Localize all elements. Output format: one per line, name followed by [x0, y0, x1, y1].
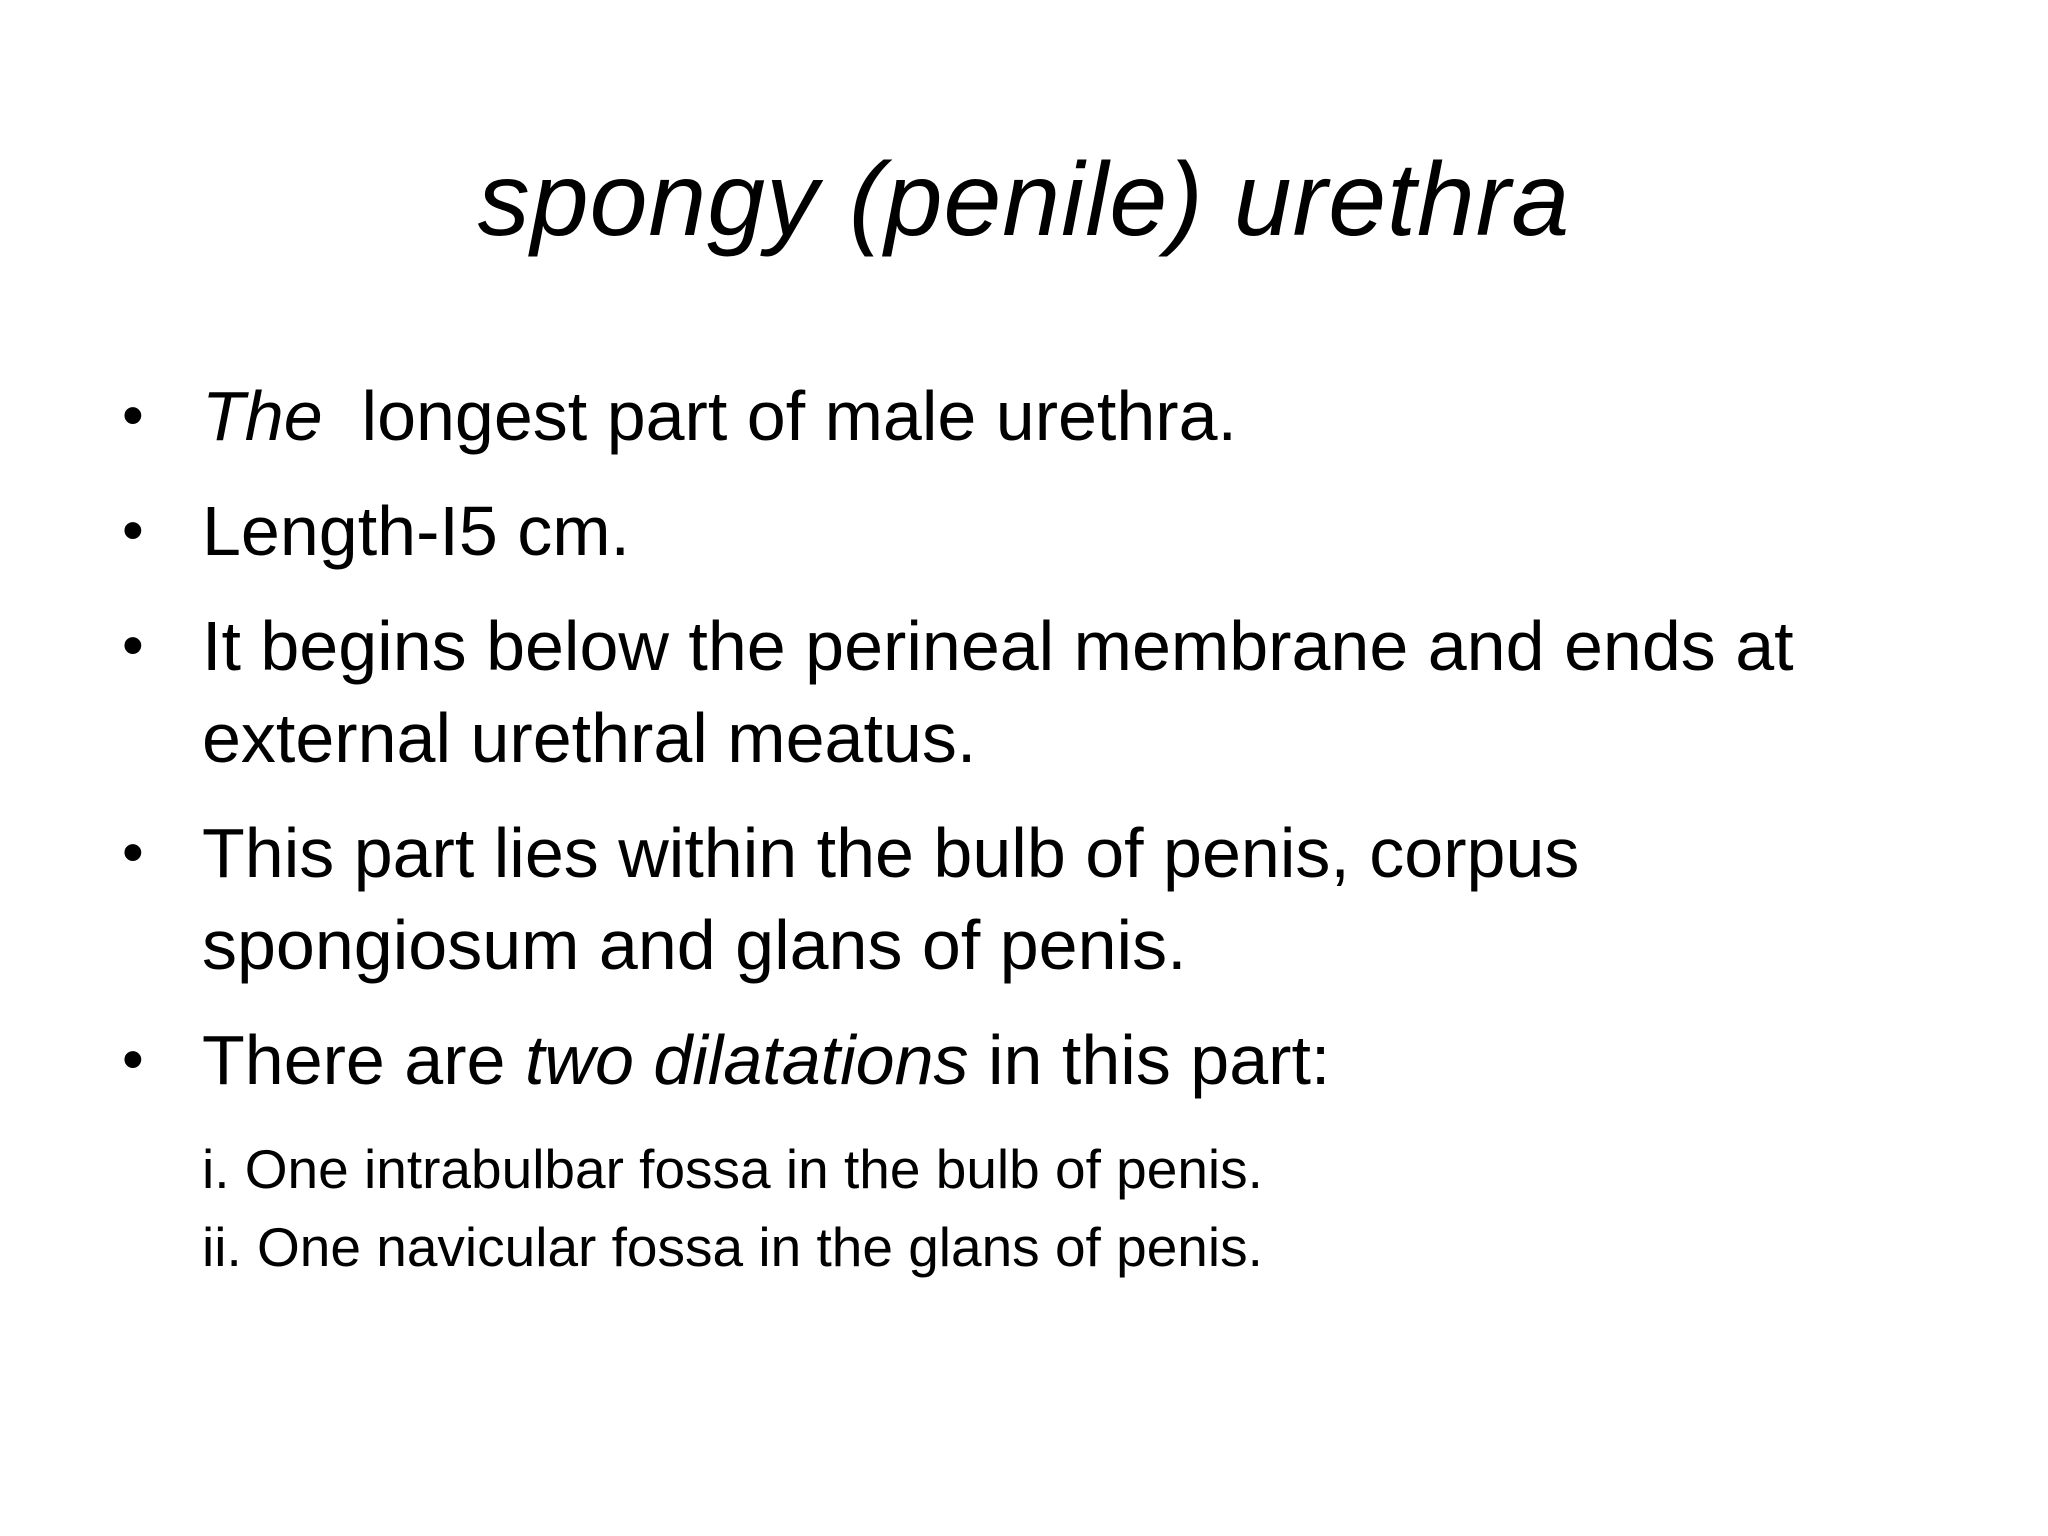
sub-item-2: ii. One navicular fossa in the glans of penis. [202, 1216, 1263, 1278]
bullet-dot: • [122, 496, 144, 565]
bullet-dot: • [122, 381, 144, 450]
bullet-dot: • [122, 818, 144, 887]
bullet-text: Length-I5 cm. [202, 492, 630, 570]
bullet-text-after: in this part: [968, 1021, 1331, 1099]
bullet-text-before: There are [202, 1021, 525, 1099]
bullet-text: It begins below the perineal membrane and ends at external urethral meatus. [202, 607, 1794, 777]
slide-title: spongy (penile) urethra [477, 142, 1571, 258]
bullet-item-3 [122, 600, 1942, 784]
bullet-item-2 [122, 485, 1942, 577]
sub-item-1: i. One intrabulbar fossa in the bulb of penis. [202, 1138, 1263, 1200]
bullet-text: longest part of male urethra. [322, 377, 1237, 455]
bullet-dot: • [122, 1025, 144, 1094]
bullet-italic-phrase: two dilatations [524, 1021, 969, 1099]
bullet-dot: • [122, 611, 144, 680]
sub-list [202, 1130, 1263, 1286]
bullet-item-5 [122, 1014, 1942, 1106]
bullet-text: This part lies within the bulb of penis, corpus spongiosum and glans of penis. [202, 814, 1580, 984]
bullet-italic-lead: The [202, 377, 323, 455]
bullet-list [122, 370, 1942, 1129]
bullet-item-4 [122, 807, 1942, 991]
bullet-item-1 [122, 370, 1942, 462]
